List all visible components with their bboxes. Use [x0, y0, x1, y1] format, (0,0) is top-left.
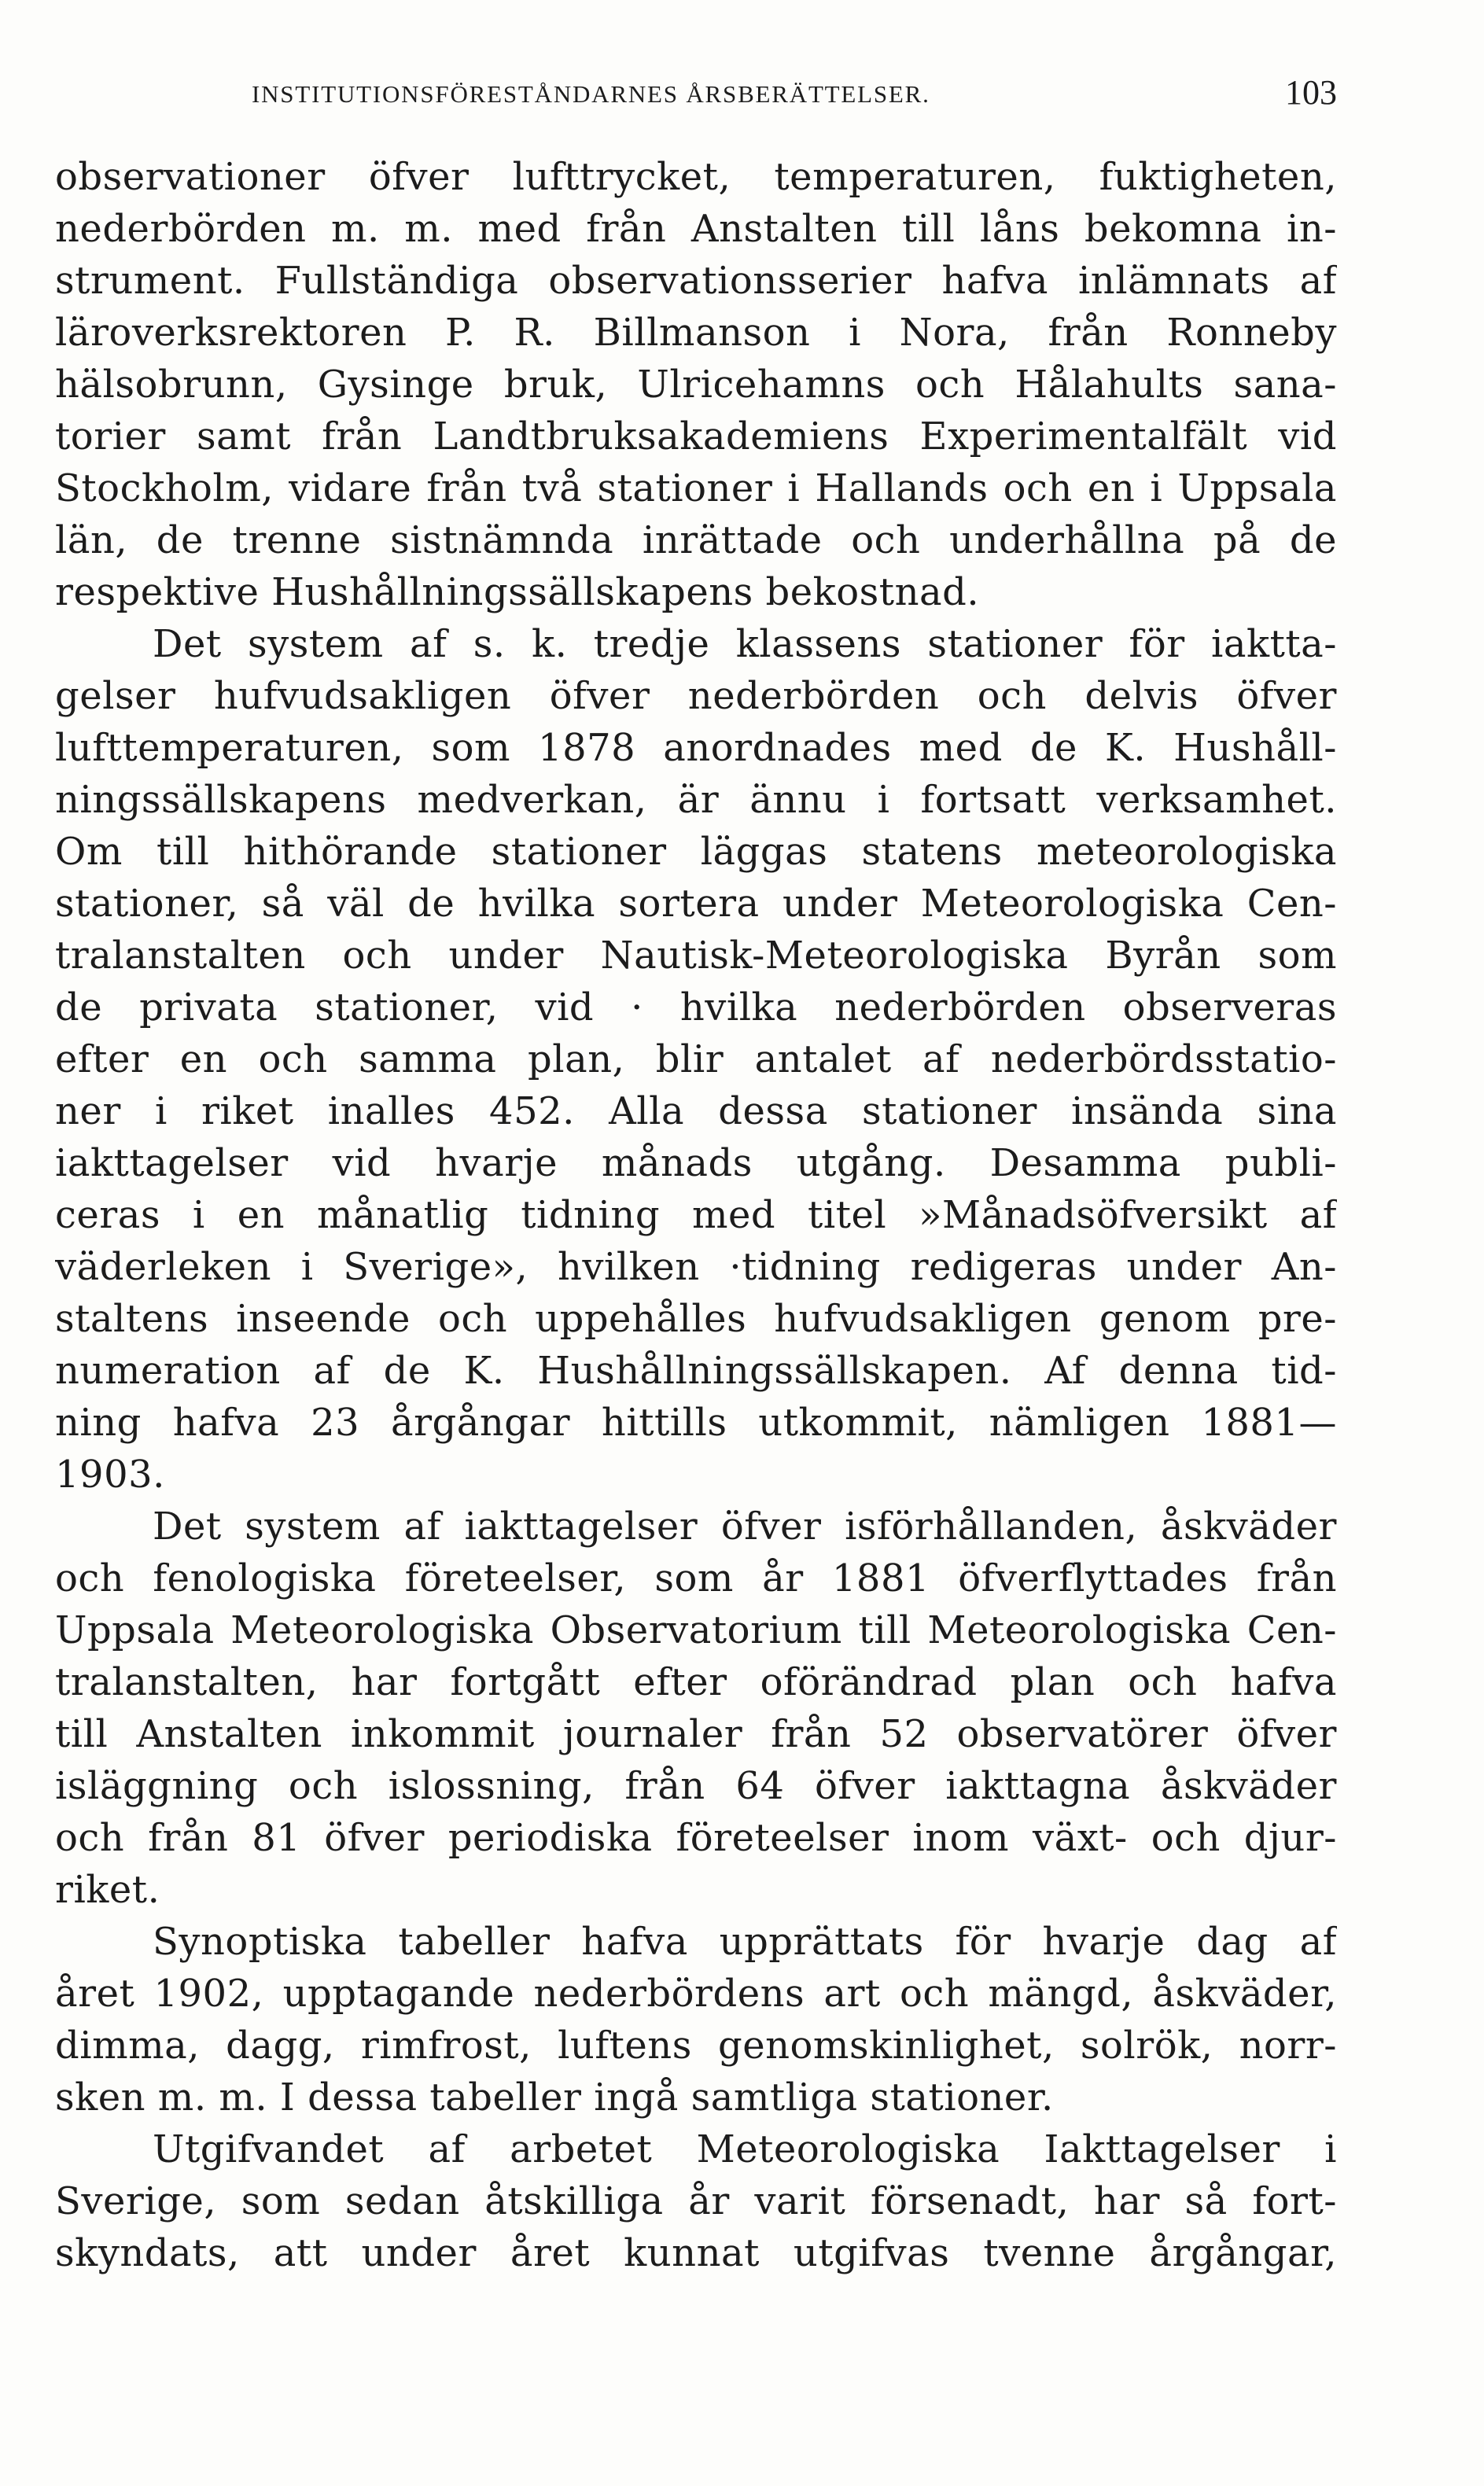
text-line: riket. [55, 1868, 160, 1912]
text-line: Om till hithörande stationer läggas statens meteorologiska [55, 830, 1337, 874]
text-line: Utgifvandet af arbetet Meteorologiska Iakttagelser i [153, 2127, 1337, 2171]
text-line: Uppsala Meteorologiska Observatorium till Meteorologiska Cen- [55, 1608, 1337, 1652]
text-line: de privata stationer, vid · hvilka nederbörden observeras [55, 985, 1337, 1029]
text-line: ner i riket inalles 452. Alla dessa stationer insända sina [55, 1089, 1337, 1133]
text-line: torier samt från Landtbruksakademiens Experimentalfält vid [55, 414, 1337, 459]
text-line: året 1902, upptagande nederbördens art och mängd, åskväder, [55, 1972, 1337, 2016]
text-line: ningssällskapens medverkan, är ännu i fortsatt verksamhet. [55, 778, 1337, 822]
text-line: efter en och samma plan, blir antalet af nederbördsstatio- [55, 1037, 1337, 1081]
text-line: respektive Hushållningssällskapens bekostnad. [55, 570, 980, 614]
text-line: strument. Fullständiga observationsserier hafva inlämnats af [55, 259, 1337, 303]
text-line: skyndats, att under året kunnat utgifvas tvenne årgångar, [55, 2231, 1337, 2275]
text-line: hälsobrunn, Gysinge bruk, Ulricehamns och Hålahults sana- [55, 363, 1337, 407]
text-line: staltens inseende och uppehålles hufvudsakligen genom pre- [55, 1297, 1337, 1341]
text-line: dimma, dagg, rimfrost, luftens genomskinlighet, solrök, norr- [55, 2024, 1337, 2068]
text-line: ceras i en månatlig tidning med titel »Månadsöfversikt af [55, 1193, 1337, 1237]
text-line: observationer öfver lufttrycket, temperaturen, fuktigheten, [55, 155, 1337, 199]
text-line: isläggning och islossning, från 64 öfver iakttagna åskväder [55, 1764, 1337, 1808]
text-line: numeration af de K. Hushållningssällskapen. Af denna tid- [55, 1349, 1337, 1393]
text-line: gelser hufvudsakligen öfver nederbörden och delvis öfver [55, 674, 1337, 718]
text-line: Det system af iakttagelser öfver isförhållanden, åskväder [153, 1504, 1337, 1549]
text-line: tralanstalten, har fortgått efter oförändrad plan och hafva [55, 1660, 1337, 1704]
text-line: till Anstalten inkommit journaler från 52 observatörer öfver [55, 1712, 1337, 1756]
text-line: och fenologiska företeelser, som år 1881 öfverflyttades från [55, 1556, 1337, 1600]
text-line: ning hafva 23 årgångar hittills utkommit, nämligen 1881— [55, 1401, 1337, 1445]
text-line: sken m. m. I dessa tabeller ingå samtliga stationer. [55, 2075, 1054, 2120]
text-line: Synoptiska tabeller hafva upprättats för hvarje dag af [153, 1920, 1337, 1964]
text-line: väderleken i Sverige», hvilken ·tidning redigeras under An- [55, 1245, 1337, 1289]
text-line: iakttagelser vid hvarje månads utgång. Desamma publi- [55, 1141, 1337, 1185]
text-line: Sverige, som sedan åtskilliga år varit försenadt, har så fort- [55, 2179, 1337, 2223]
text-line: lufttemperaturen, som 1878 anordnades med de K. Hushåll- [55, 726, 1337, 770]
text-line: län, de trenne sistnämnda inrättade och underhållna på de [55, 518, 1337, 562]
page-number: 103 [1285, 73, 1337, 112]
running-head: INSTITUTIONSFÖRESTÅNDARNES ÅRSBERÄTTELSER. [252, 80, 930, 108]
text-line: nederbörden m. m. med från Anstalten till låns bekomna in- [55, 207, 1337, 251]
text-line: och från 81 öfver periodiska företeelser inom växt- och djur- [55, 1816, 1337, 1860]
text-line: 1903. [55, 1453, 165, 1497]
text-line: läroverksrektoren P. R. Billmanson i Nora, från Ronneby [55, 311, 1337, 355]
body-text [55, 151, 1337, 2279]
text-line: stationer, så väl de hvilka sortera under Meteorologiska Cen- [55, 882, 1337, 926]
page-header [55, 72, 1337, 120]
text-line: Det system af s. k. tredje klassens stationer för iaktta- [153, 622, 1337, 666]
text-line: Stockholm, vidare från två stationer i Hallands och en i Uppsala [55, 466, 1337, 510]
text-line: tralanstalten och under Nautisk-Meteorologiska Byrån som [55, 934, 1337, 978]
